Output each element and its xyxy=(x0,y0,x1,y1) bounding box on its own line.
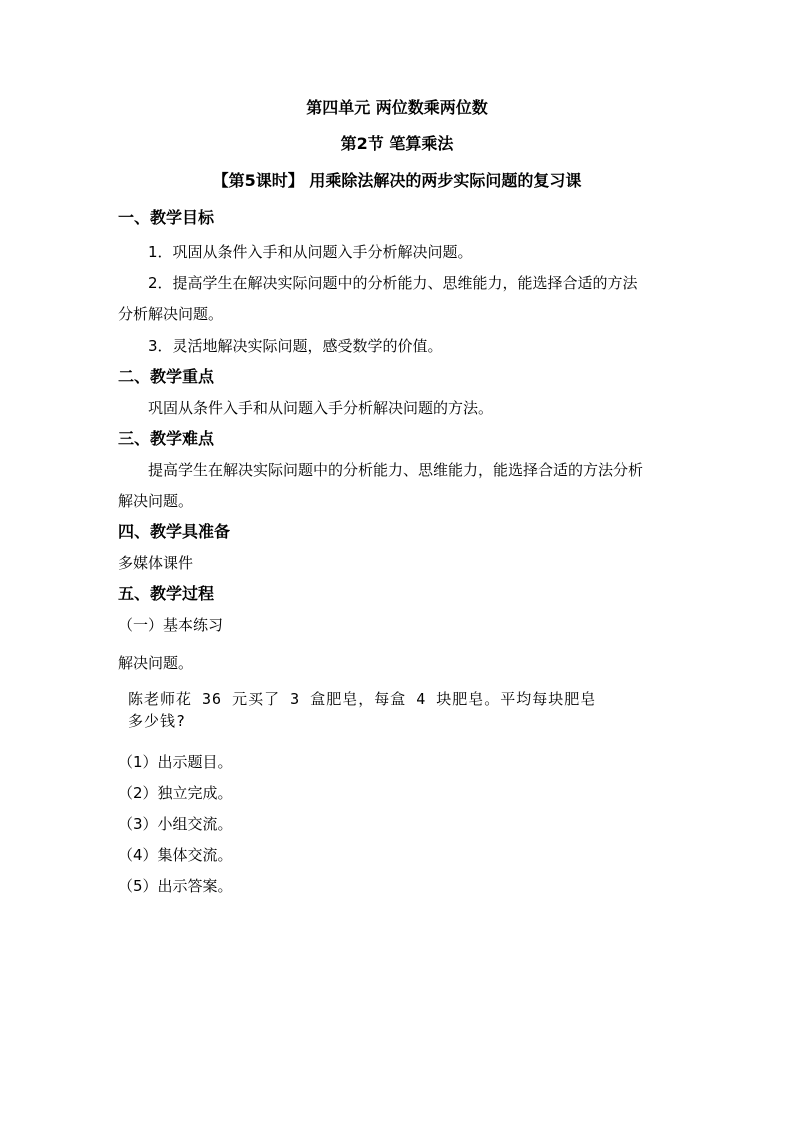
difficulties-heading: 三、教学难点 xyxy=(118,429,215,448)
goal-item-3: 3．灵活地解决实际问题，感受数学的价值。 xyxy=(148,337,443,355)
key-points-heading: 二、教学重点 xyxy=(118,367,215,386)
tools-heading: 四、教学具准备 xyxy=(118,522,231,541)
step-item: （3）小组交流。 xyxy=(118,815,233,833)
process-heading: 五、教学过程 xyxy=(118,584,215,603)
step-item: （1）出示题目。 xyxy=(118,753,233,771)
step-item: （5）出示答案。 xyxy=(118,877,233,895)
unit-title: 第四单元 两位数乘两位数 xyxy=(306,98,488,117)
difficulties-text-line-1: 提高学生在解决实际问题中的分析能力、思维能力，能选择合适的方法分析 xyxy=(148,461,644,479)
goal-item-1: 1．巩固从条件入手和从问题入手分析解决问题。 xyxy=(148,243,473,261)
step-item: （4）集体交流。 xyxy=(118,846,233,864)
goal-item-2-line-2: 分析解决问题。 xyxy=(118,305,224,323)
problem-text-line-1: 陈老师花 36 元买了 3 盒肥皂，每盒 4 块肥皂。平均每块肥皂 xyxy=(128,690,597,708)
problem-text-line-2: 多少钱? xyxy=(128,712,187,730)
problem-intro: 解决问题。 xyxy=(118,654,194,672)
key-points-text: 巩固从条件入手和从问题入手分析解决问题的方法。 xyxy=(148,399,494,417)
step-item: （2）独立完成。 xyxy=(118,784,233,802)
goals-heading: 一、教学目标 xyxy=(118,208,215,227)
tools-text: 多媒体课件 xyxy=(118,554,194,572)
difficulties-text-line-2: 解决问题。 xyxy=(118,492,194,510)
lesson-title: 【第5课时】 用乘除法解决的两步实际问题的复习课 xyxy=(212,171,582,190)
section-title: 第2节 笔算乘法 xyxy=(340,134,454,153)
goal-item-2-line-1: 2．提高学生在解决实际问题中的分析能力、思维能力，能选择合适的方法 xyxy=(148,274,638,292)
process-subheading-basic-practice: （一）基本练习 xyxy=(118,616,224,634)
